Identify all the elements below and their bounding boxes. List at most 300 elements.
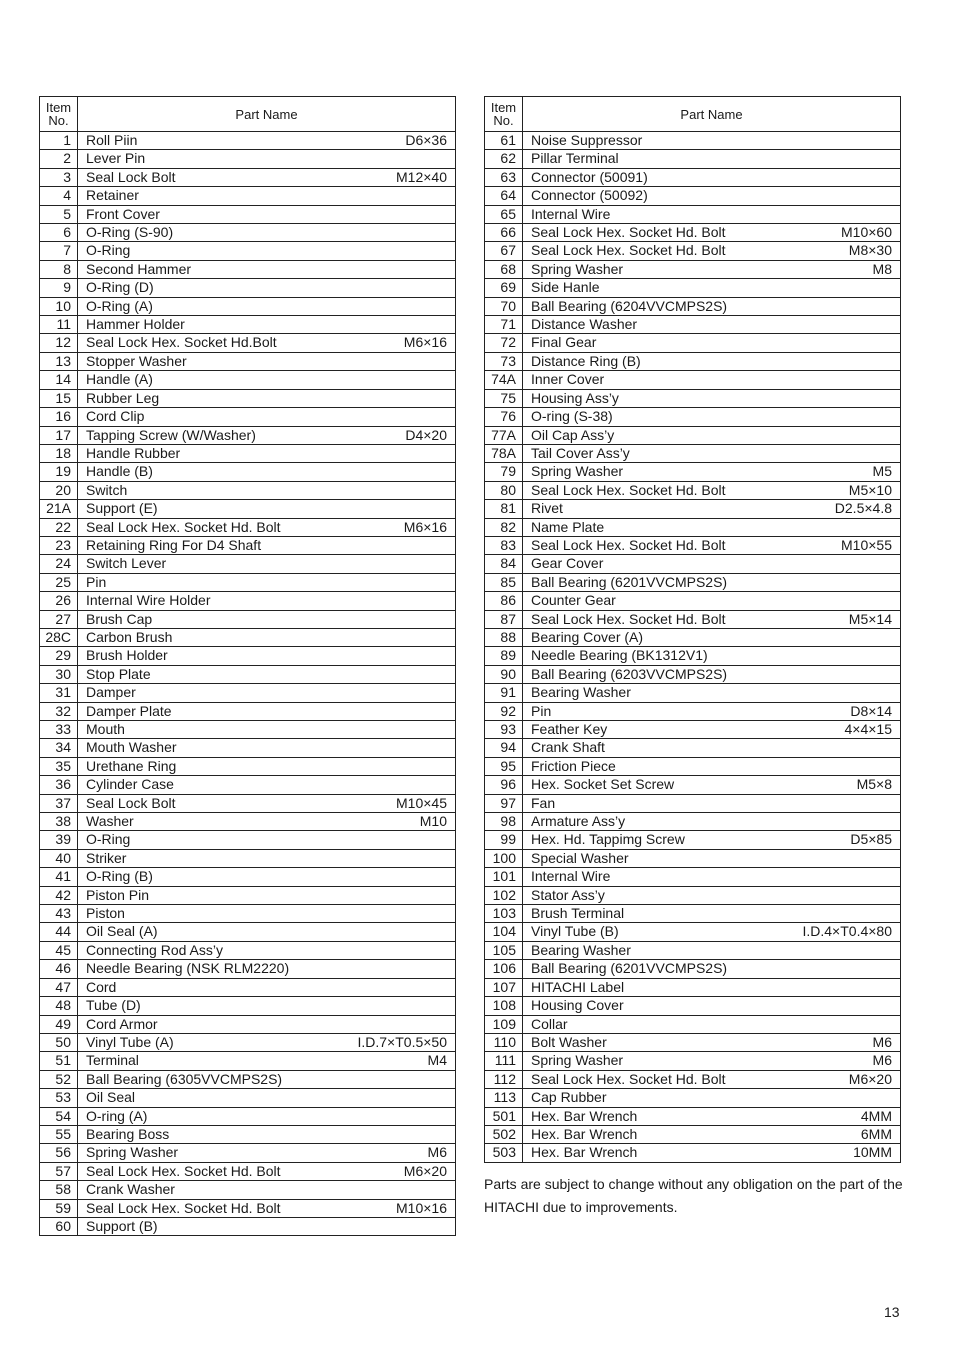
table-row xyxy=(485,316,901,334)
part-name: Mouth Washer xyxy=(86,739,177,756)
table-row xyxy=(40,1107,456,1125)
part-name: Hex. Bar Wrench xyxy=(531,1144,638,1161)
item-number: 55 xyxy=(40,1125,78,1143)
part-spec: D5×85 xyxy=(850,831,892,848)
table-row xyxy=(40,960,456,978)
part-spec: M8×30 xyxy=(848,242,892,259)
part-name: Name Plate xyxy=(531,518,605,535)
part-name: Brush Cap xyxy=(86,610,153,627)
table-row xyxy=(485,444,901,462)
part-name-cell xyxy=(78,1089,456,1107)
part-name-header: Part Name xyxy=(523,97,901,132)
table-row xyxy=(40,923,456,941)
part-name: Needle Bearing (BK1312V1) xyxy=(531,647,708,664)
part-name-cell xyxy=(78,1125,456,1143)
item-number: 92 xyxy=(485,702,523,720)
part-name: O-Ring xyxy=(86,242,131,259)
part-name-cell xyxy=(523,371,901,389)
table-row xyxy=(485,923,901,941)
part-name-cell xyxy=(78,1107,456,1125)
table-row xyxy=(40,757,456,775)
item-number: 35 xyxy=(40,757,78,775)
part-name: Gear Cover xyxy=(531,555,604,572)
table-row xyxy=(485,371,901,389)
part-name: Tapping Screw (W/Washer) xyxy=(86,426,256,443)
part-name-cell xyxy=(78,518,456,536)
item-number: 503 xyxy=(485,1144,523,1162)
part-name-cell xyxy=(523,334,901,352)
part-name: Brush Holder xyxy=(86,647,168,664)
part-name: Bolt Washer xyxy=(531,1033,607,1050)
part-name: Internal Wire xyxy=(531,868,611,885)
table-row xyxy=(485,389,901,407)
table-row xyxy=(485,886,901,904)
table-row xyxy=(485,1015,901,1033)
item-number: 34 xyxy=(40,739,78,757)
table-row xyxy=(40,187,456,205)
part-spec: 10MM xyxy=(853,1144,892,1161)
table-row xyxy=(40,905,456,923)
part-spec: D4×20 xyxy=(405,426,447,443)
table-row xyxy=(40,352,456,370)
part-name-cell xyxy=(523,997,901,1015)
item-number: 502 xyxy=(485,1125,523,1143)
part-name: Vinyl Tube (B) xyxy=(531,923,619,940)
part-name: Seal Lock Hex. Socket Hd. Bolt xyxy=(531,242,726,259)
table-row xyxy=(485,721,901,739)
part-name-cell xyxy=(78,150,456,168)
part-name-cell xyxy=(78,1052,456,1070)
part-name-cell xyxy=(78,849,456,867)
part-name: Piston Pin xyxy=(86,886,150,903)
item-number: 32 xyxy=(40,702,78,720)
part-spec: M5×8 xyxy=(856,776,892,793)
part-name: Hex. Hd. Tappimg Screw xyxy=(531,831,685,848)
part-name: Armature Ass’y xyxy=(531,813,626,830)
part-name-cell xyxy=(78,1199,456,1217)
part-name-cell xyxy=(78,297,456,315)
item-number: 85 xyxy=(485,573,523,591)
part-spec: M5×10 xyxy=(848,481,892,498)
item-number: 45 xyxy=(40,941,78,959)
part-name: Roll Piin xyxy=(86,132,138,148)
change-notice: Parts are subject to change without any obligation on the part of the HITACHI due to improvements. xyxy=(484,1176,903,1215)
item-number: 113 xyxy=(485,1089,523,1107)
item-number: 64 xyxy=(485,187,523,205)
part-spec: M6×20 xyxy=(403,1162,447,1179)
table-row xyxy=(40,1125,456,1143)
table-row xyxy=(40,260,456,278)
table-row xyxy=(485,334,901,352)
table-row xyxy=(485,132,901,150)
table-row xyxy=(40,518,456,536)
part-name: Noise Suppressor xyxy=(531,132,643,148)
item-number: 71 xyxy=(485,316,523,334)
part-name-cell xyxy=(523,573,901,591)
table-row xyxy=(40,205,456,223)
table-row xyxy=(485,279,901,297)
part-name-cell xyxy=(78,426,456,444)
part-name: Support (E) xyxy=(86,500,158,517)
part-spec: 4×4×15 xyxy=(844,721,892,737)
item-number: 5 xyxy=(40,205,78,223)
item-number: 53 xyxy=(40,1089,78,1107)
part-name: Cap Rubber xyxy=(531,1089,607,1106)
part-name-cell xyxy=(78,905,456,923)
part-name: Spring Washer xyxy=(531,1052,624,1069)
part-name: O-Ring (S-90) xyxy=(86,224,174,241)
table-row xyxy=(40,1181,456,1199)
part-name: Seal Lock Hex. Socket Hd. Bolt xyxy=(531,610,726,627)
item-number: 3 xyxy=(40,168,78,186)
part-name-cell xyxy=(78,463,456,481)
part-name: O-Ring (A) xyxy=(86,297,153,314)
item-number: 13 xyxy=(40,352,78,370)
table-row xyxy=(40,1070,456,1088)
part-name: Seal Lock Hex. Socket Hd. Bolt xyxy=(86,1199,281,1216)
item-number: 49 xyxy=(40,1015,78,1033)
part-name: O-Ring (D) xyxy=(86,279,154,296)
table-row xyxy=(485,647,901,665)
table-row xyxy=(485,978,901,996)
part-name: Stop Plate xyxy=(86,665,151,682)
table-row xyxy=(40,684,456,702)
part-name-cell xyxy=(78,132,456,150)
part-name-cell xyxy=(523,536,901,554)
table-row xyxy=(40,739,456,757)
table-row xyxy=(485,1033,901,1051)
item-number: 72 xyxy=(485,334,523,352)
item-number: 48 xyxy=(40,997,78,1015)
part-name: Special Washer xyxy=(531,849,629,866)
page-number: 13 xyxy=(884,1304,900,1320)
part-name-cell xyxy=(523,757,901,775)
table-row xyxy=(40,279,456,297)
table-row xyxy=(485,463,901,481)
part-name-cell xyxy=(78,665,456,683)
item-number: 57 xyxy=(40,1162,78,1180)
part-name: Stopper Washer xyxy=(86,352,187,369)
item-number: 98 xyxy=(485,813,523,831)
part-name: Rivet xyxy=(531,500,563,517)
table-row xyxy=(40,647,456,665)
item-number: 65 xyxy=(485,205,523,223)
part-name-cell xyxy=(523,297,901,315)
part-name: Urethane Ring xyxy=(86,757,177,774)
part-name-cell xyxy=(78,536,456,554)
part-name-cell xyxy=(78,260,456,278)
table-row xyxy=(40,389,456,407)
part-name-cell xyxy=(78,1144,456,1162)
item-number: 20 xyxy=(40,481,78,499)
part-name-cell xyxy=(523,1125,901,1143)
item-number: 6 xyxy=(40,224,78,242)
part-name: Friction Piece xyxy=(531,757,616,774)
part-spec: 4MM xyxy=(860,1107,892,1124)
item-number: 27 xyxy=(40,610,78,628)
part-name-cell xyxy=(523,1089,901,1107)
item-number: 100 xyxy=(485,849,523,867)
part-name: Pillar Terminal xyxy=(531,150,619,167)
part-name: Connector (50092) xyxy=(531,187,648,204)
part-name-cell xyxy=(78,1070,456,1088)
part-name: O-Ring (B) xyxy=(86,868,153,885)
part-spec: D2.5×4.8 xyxy=(834,500,892,517)
table-row xyxy=(485,518,901,536)
part-name-cell xyxy=(78,187,456,205)
table-header-row xyxy=(40,97,456,132)
part-name: Housing Ass’y xyxy=(531,389,619,406)
table-row xyxy=(485,941,901,959)
item-number: 28C xyxy=(40,628,78,646)
parts-table-left-body xyxy=(40,132,456,1236)
part-name: Bearing Washer xyxy=(531,941,631,958)
part-spec: M5×14 xyxy=(848,610,892,627)
table-row xyxy=(485,168,901,186)
item-number: 97 xyxy=(485,794,523,812)
part-name-cell xyxy=(78,1181,456,1199)
part-name-cell xyxy=(78,923,456,941)
item-number: 36 xyxy=(40,776,78,794)
part-name: Distance Washer xyxy=(531,316,638,333)
part-name-cell xyxy=(523,555,901,573)
part-name: Brush Terminal xyxy=(531,905,625,922)
part-name: Side Hanle xyxy=(531,279,600,296)
part-name-cell xyxy=(523,1033,901,1051)
part-name: Hammer Holder xyxy=(86,316,185,333)
part-name-cell xyxy=(78,444,456,462)
table-row xyxy=(485,426,901,444)
part-name-cell xyxy=(523,592,901,610)
item-number: 63 xyxy=(485,168,523,186)
parts-table-right xyxy=(484,96,901,1163)
item-no-header: Item No. xyxy=(40,97,78,132)
part-name: Spring Washer xyxy=(531,463,624,480)
part-name: Seal Lock Bolt xyxy=(86,794,176,811)
item-number: 82 xyxy=(485,518,523,536)
table-row xyxy=(485,1052,901,1070)
part-name-cell xyxy=(78,205,456,223)
item-number: 74A xyxy=(485,371,523,389)
table-row xyxy=(485,260,901,278)
part-name: Seal Lock Bolt xyxy=(86,168,176,185)
table-row xyxy=(40,408,456,426)
part-name-cell xyxy=(78,352,456,370)
item-number: 73 xyxy=(485,352,523,370)
part-name: Internal Wire Holder xyxy=(86,592,211,609)
part-name: Cord Clip xyxy=(86,408,145,425)
item-number: 109 xyxy=(485,1015,523,1033)
table-row xyxy=(40,1144,456,1162)
part-name-cell xyxy=(523,352,901,370)
part-name: Collar xyxy=(531,1015,568,1032)
table-row xyxy=(40,813,456,831)
part-name: Seal Lock Hex. Socket Hd. Bolt xyxy=(531,224,726,241)
item-number: 99 xyxy=(485,831,523,849)
part-name-cell xyxy=(78,1217,456,1235)
part-name: Striker xyxy=(86,849,127,866)
part-name-cell xyxy=(78,279,456,297)
table-row xyxy=(485,905,901,923)
part-name-cell xyxy=(523,168,901,186)
item-number: 39 xyxy=(40,831,78,849)
part-name-cell xyxy=(78,555,456,573)
item-number: 50 xyxy=(40,1033,78,1051)
part-name-cell xyxy=(78,886,456,904)
part-name-cell xyxy=(78,168,456,186)
table-row xyxy=(40,150,456,168)
table-row xyxy=(485,868,901,886)
part-name-cell xyxy=(78,628,456,646)
table-row xyxy=(485,1070,901,1088)
part-spec: M6×16 xyxy=(403,518,447,535)
part-name: Handle Rubber xyxy=(86,444,181,461)
part-name-cell xyxy=(523,500,901,518)
part-name-cell xyxy=(78,408,456,426)
part-name-cell xyxy=(78,224,456,242)
part-spec: M10 xyxy=(419,813,447,830)
part-name-cell xyxy=(523,1144,901,1162)
table-row xyxy=(40,794,456,812)
part-name: Vinyl Tube (A) xyxy=(86,1033,174,1050)
table-row xyxy=(40,831,456,849)
table-row xyxy=(40,628,456,646)
item-number: 29 xyxy=(40,647,78,665)
item-number: 105 xyxy=(485,941,523,959)
part-name-cell xyxy=(78,997,456,1015)
item-number: 86 xyxy=(485,592,523,610)
table-row xyxy=(40,463,456,481)
item-number: 21A xyxy=(40,500,78,518)
part-name-cell xyxy=(523,776,901,794)
item-number: 68 xyxy=(485,260,523,278)
part-name: Crank Washer xyxy=(86,1181,175,1198)
table-row xyxy=(485,628,901,646)
part-name-cell xyxy=(78,242,456,260)
part-name: Tube (D) xyxy=(86,997,141,1014)
item-number: 102 xyxy=(485,886,523,904)
part-name: Ball Bearing (6204VVCMPS2S) xyxy=(531,297,728,314)
item-number: 84 xyxy=(485,555,523,573)
part-name-cell xyxy=(78,610,456,628)
item-number: 89 xyxy=(485,647,523,665)
table-row xyxy=(40,224,456,242)
item-number: 37 xyxy=(40,794,78,812)
part-name-cell xyxy=(78,721,456,739)
part-name-cell xyxy=(78,573,456,591)
table-row xyxy=(485,242,901,260)
part-name-cell xyxy=(523,187,901,205)
part-name: Final Gear xyxy=(531,334,597,351)
part-name-header: Part Name xyxy=(78,97,456,132)
part-name-cell xyxy=(523,1107,901,1125)
part-name-cell xyxy=(78,776,456,794)
table-row xyxy=(485,187,901,205)
part-name: O-ring (A) xyxy=(86,1107,148,1124)
item-number: 58 xyxy=(40,1181,78,1199)
table-row xyxy=(485,813,901,831)
part-name-cell xyxy=(523,279,901,297)
part-name-cell xyxy=(78,960,456,978)
table-row xyxy=(485,1107,901,1125)
item-number: 94 xyxy=(485,739,523,757)
item-number: 26 xyxy=(40,592,78,610)
item-number: 22 xyxy=(40,518,78,536)
table-row xyxy=(40,316,456,334)
item-number: 12 xyxy=(40,334,78,352)
table-row xyxy=(40,610,456,628)
item-number: 76 xyxy=(485,408,523,426)
part-name: Inner Cover xyxy=(531,371,605,388)
part-name: Cylinder Case xyxy=(86,776,174,793)
item-number: 111 xyxy=(485,1052,523,1070)
part-name: Handle (B) xyxy=(86,463,153,480)
part-name-cell xyxy=(523,242,901,260)
part-name: Ball Bearing (6305VVCMPS2S) xyxy=(86,1070,283,1087)
part-name: Damper xyxy=(86,684,136,701)
part-name-cell xyxy=(78,757,456,775)
part-name: Seal Lock Hex. Socket Hd. Bolt xyxy=(531,481,726,498)
item-number: 42 xyxy=(40,886,78,904)
item-number: 9 xyxy=(40,279,78,297)
item-number: 7 xyxy=(40,242,78,260)
item-number: 108 xyxy=(485,997,523,1015)
table-row xyxy=(40,536,456,554)
part-name-cell xyxy=(78,371,456,389)
part-name-cell xyxy=(78,684,456,702)
table-row xyxy=(40,242,456,260)
item-number: 1 xyxy=(40,132,78,150)
part-name: Second Hammer xyxy=(86,260,192,277)
table-row xyxy=(40,1015,456,1033)
item-number: 88 xyxy=(485,628,523,646)
part-name-cell xyxy=(523,260,901,278)
table-row xyxy=(485,757,901,775)
part-name-cell xyxy=(523,702,901,720)
table-row xyxy=(485,831,901,849)
table-row xyxy=(485,224,901,242)
part-name: Fan xyxy=(531,794,556,811)
item-number: 78A xyxy=(485,444,523,462)
part-name-cell xyxy=(523,794,901,812)
part-name: Spring Washer xyxy=(531,260,624,277)
part-name: Ball Bearing (6201VVCMPS2S) xyxy=(531,960,728,977)
part-name: Terminal xyxy=(86,1052,139,1069)
table-row xyxy=(485,684,901,702)
item-number: 107 xyxy=(485,978,523,996)
part-name: Mouth xyxy=(86,721,125,737)
item-number: 52 xyxy=(40,1070,78,1088)
part-name-cell xyxy=(523,923,901,941)
table-row xyxy=(40,702,456,720)
table-row xyxy=(485,150,901,168)
part-name: Tail Cover Ass’y xyxy=(531,444,630,461)
part-name-cell xyxy=(523,628,901,646)
part-name: O-Ring xyxy=(86,831,131,848)
item-number: 77A xyxy=(485,426,523,444)
part-name: Oil Seal (A) xyxy=(86,923,158,940)
part-name: Retaining Ring For D4 Shaft xyxy=(86,536,262,553)
item-number: 31 xyxy=(40,684,78,702)
part-name-cell xyxy=(78,500,456,518)
part-name: Hex. Bar Wrench xyxy=(531,1107,638,1124)
part-name: Connecting Rod Ass’y xyxy=(86,941,223,958)
part-name-cell xyxy=(523,316,901,334)
part-name-cell xyxy=(523,408,901,426)
part-name: Lever Pin xyxy=(86,150,146,167)
table-row xyxy=(485,1125,901,1143)
table-row xyxy=(40,721,456,739)
